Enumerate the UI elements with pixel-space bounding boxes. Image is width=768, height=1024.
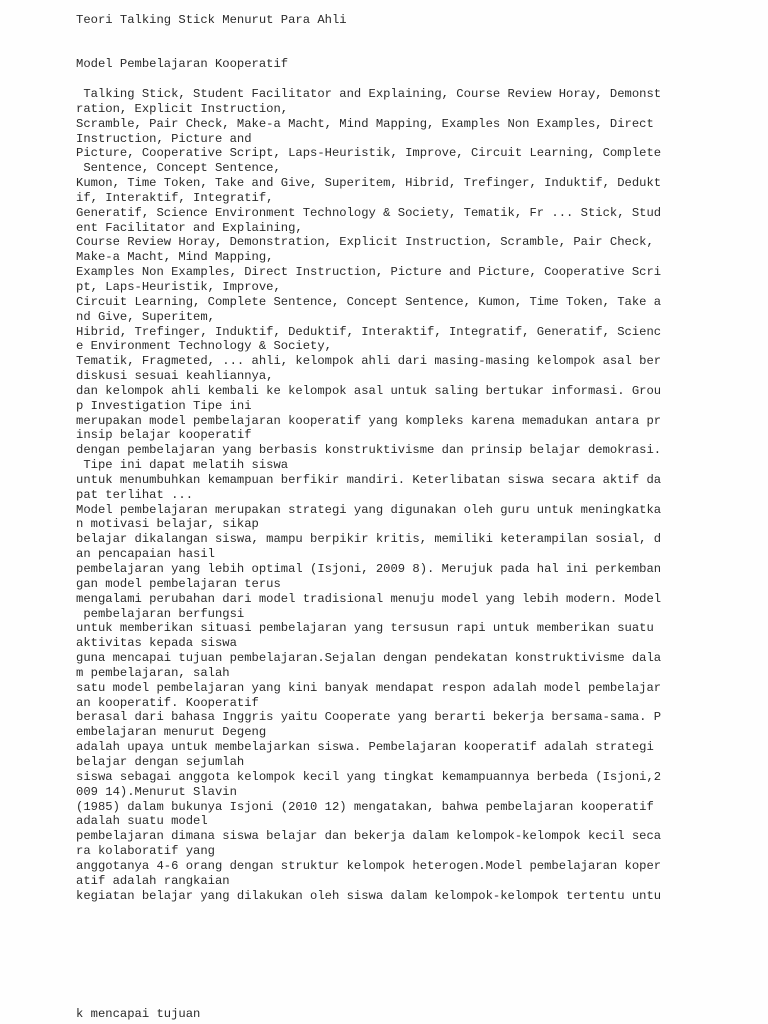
body-line: Make-a Macht, Mind Mapping, bbox=[76, 250, 274, 265]
body-line: Examples Non Examples, Direct Instruction, Picture and Picture, Cooperative Scri bbox=[76, 265, 662, 280]
body-line: berasal dari bahasa Inggris yaitu Cooperate yang berarti bekerja bersama-sama. P bbox=[76, 710, 662, 725]
body-line: Hibrid, Trefinger, Induktif, Deduktif, Interaktif, Integratif, Generatif, Scienc bbox=[76, 324, 662, 339]
body-line: an kooperatif. Kooperatif bbox=[76, 695, 259, 710]
body-line: siswa sebagai anggota kelompok kecil yang tingkat kemampuannya berbeda (Isjoni,2 bbox=[76, 769, 662, 784]
body-line: pat terlihat ... bbox=[76, 487, 194, 502]
body-line: Picture, Cooperative Script, Laps-Heuristik, Improve, Circuit Learning, Complete bbox=[76, 146, 662, 161]
body-line: 009 14).Menurut Slavin bbox=[76, 784, 237, 799]
body-line: ra kolaboratif yang bbox=[76, 844, 215, 859]
body-line: Course Review Horay, Demonstration, Explicit Instruction, Scramble, Pair Check, bbox=[76, 235, 654, 250]
body-line: ration, Explicit Instruction, bbox=[76, 101, 289, 116]
body-line: untuk menumbuhkan kemampuan berfikir mandiri. Keterlibatan siswa secara aktif da bbox=[76, 472, 662, 487]
body-line: guna mencapai tujuan pembelajaran.Sejalan dengan pendekatan konstruktivisme dala bbox=[76, 651, 662, 666]
body-line: Kumon, Time Token, Take and Give, Superitem, Hibrid, Trefinger, Induktif, Dedukt bbox=[76, 176, 662, 191]
body-line: adalah suatu model bbox=[76, 814, 208, 829]
body-line: an pencapaian hasil bbox=[76, 547, 215, 562]
body-line: dengan pembelajaran yang berbasis konstruktivisme dan prinsip belajar demokrasi. bbox=[76, 443, 662, 458]
body-line: satu model pembelajaran yang kini banyak mendapat respon adalah model pembelajar bbox=[76, 680, 662, 695]
body-line: anggotanya 4-6 orang dengan struktur kelompok heterogen.Model pembelajaran koper bbox=[76, 858, 662, 873]
body-line: n motivasi belajar, sikap bbox=[76, 517, 259, 532]
body-line: adalah upaya untuk membelajarkan siswa. Pembelajaran kooperatif adalah strategi bbox=[76, 740, 654, 755]
body-line: Generatif, Science Environment Technology & Society, Tematik, Fr ... Stick, Stud bbox=[76, 205, 662, 220]
body-line: kegiatan belajar yang dilakukan oleh siswa dalam kelompok-kelompok tertentu untu bbox=[76, 888, 662, 903]
body-line: e Environment Technology & Society, bbox=[76, 339, 332, 354]
body-line: nd Give, Superitem, bbox=[76, 309, 215, 324]
body-line: belajar dengan sejumlah bbox=[76, 754, 245, 769]
body-line: (1985) dalam bukunya Isjoni (2010 12) mengatakan, bahwa pembelajaran kooperatif bbox=[76, 799, 654, 814]
body-line: Tematik, Fragmeted, ... ahli, kelompok ahli dari masing-masing kelompok asal ber bbox=[76, 354, 662, 369]
body-line: dan kelompok ahli kembali ke kelompok asal untuk saling bertukar informasi. Grou bbox=[76, 383, 662, 398]
body-line: mengalami perubahan dari model tradisional menuju model yang lebih modern. Model bbox=[76, 591, 662, 606]
body-line: gan model pembelajaran terus bbox=[76, 576, 281, 591]
body-line: belajar dikalangan siswa, mampu berpikir kritis, memiliki keterampilan sosial, d bbox=[76, 532, 662, 547]
body-line: ent Facilitator and Explaining, bbox=[76, 220, 303, 235]
body-line: untuk memberikan situasi pembelajaran yang tersusun rapi untuk memberikan suatu bbox=[76, 621, 654, 636]
body-line: p Investigation Tipe ini bbox=[76, 398, 252, 413]
body-line: embelajaran menurut Degeng bbox=[76, 725, 267, 740]
body-line: merupakan model pembelajaran kooperatif yang kompleks karena memadukan antara pr bbox=[76, 413, 662, 428]
document-subtitle: Model Pembelajaran Kooperatif bbox=[76, 57, 289, 71]
body-line: pembelajaran yang lebih optimal (Isjoni, 2009 8). Merujuk pada hal ini perkemban bbox=[76, 562, 662, 576]
body-line: pt, Laps-Heuristik, Improve, bbox=[76, 279, 281, 294]
document-tail-line: k mencapai tujuan bbox=[76, 1007, 201, 1021]
body-line: pembelajaran berfungsi bbox=[76, 606, 245, 621]
body-line: Scramble, Pair Check, Make-a Macht, Mind Mapping, Examples Non Examples, Direct bbox=[76, 116, 654, 131]
body-line: Circuit Learning, Complete Sentence, Concept Sentence, Kumon, Time Token, Take a bbox=[76, 294, 662, 309]
document-title: Teori Talking Stick Menurut Para Ahli bbox=[76, 13, 347, 27]
body-line: Sentence, Concept Sentence, bbox=[76, 161, 281, 176]
body-line: atif adalah rangkaian bbox=[76, 873, 230, 888]
body-line: Model pembelajaran merupakan strategi yang digunakan oleh guru untuk meningkatka bbox=[76, 502, 662, 517]
body-line: Talking Stick, Student Facilitator and Explaining, Course Review Horay, Demonst bbox=[76, 87, 662, 101]
body-line: Tipe ini dapat melatih siswa bbox=[76, 458, 289, 473]
document-body bbox=[76, 87, 696, 903]
body-line: diskusi sesuai keahliannya, bbox=[76, 369, 274, 384]
body-line: pembelajaran dimana siswa belajar dan bekerja dalam kelompok-kelompok kecil seca bbox=[76, 829, 662, 844]
body-line: Instruction, Picture and bbox=[76, 131, 252, 146]
body-line: if, Interaktif, Integratif, bbox=[76, 190, 274, 205]
body-line: aktivitas kepada siswa bbox=[76, 636, 237, 651]
body-line: insip belajar kooperatif bbox=[76, 428, 252, 443]
body-line: m pembelajaran, salah bbox=[76, 665, 230, 680]
